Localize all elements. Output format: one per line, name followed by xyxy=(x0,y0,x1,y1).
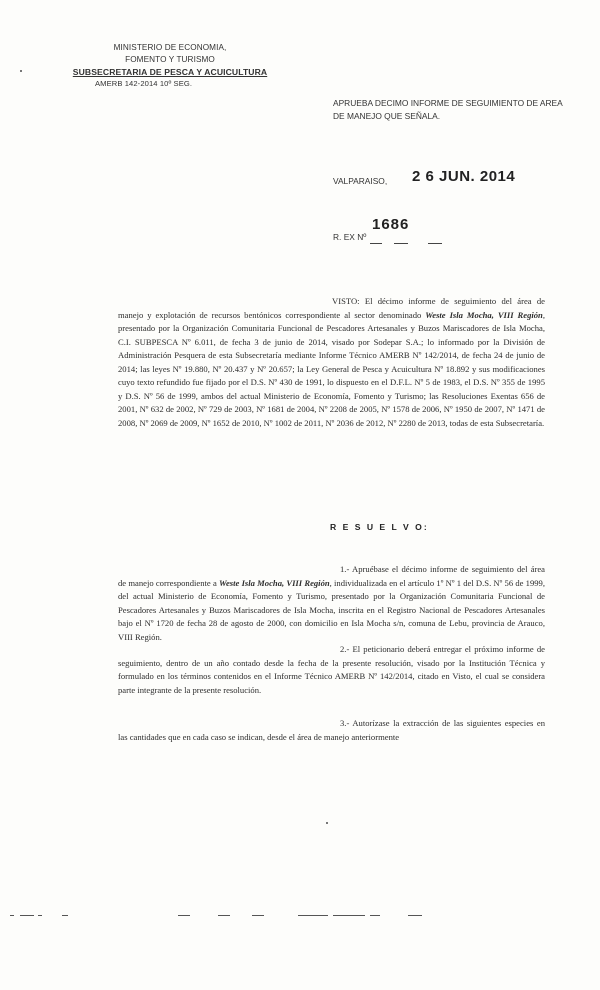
footer-mark xyxy=(298,915,328,916)
footer-mark xyxy=(218,915,230,916)
undersecretary-name: SUBSECRETARIA DE PESCA Y ACUICULTURA xyxy=(72,67,268,77)
footer-mark xyxy=(62,915,68,916)
scan-speck xyxy=(20,70,22,72)
visto-paragraph: VISTO: El décimo informe de seguimiento del área de manejo y explotación de recursos bentónicos correspondiente al sector denominado Weste Isla Mocha, VIII Región, presentado por la Organización Comunitaria Funcional de Pescadores Artesanales y Buzos Mariscadores de Isla Mocha, C.I. SUBPESCA Nº 6.011, de fecha 3 de junio de 2014, visado por Sodepar S.A.; lo informado por la División de Administración Pesquera de esta Subsecretaría mediante Informe Técnico AMERB Nº 142/2014, de fecha 24 de junio de 2014; las leyes Nº 19.880, Nº 20.437 y Nº 20.657; la Ley General de Pesca y Acuicultura Nº 18.892 y sus modificaciones cuyo texto refundido fue fijado por el D.S. Nº 430 de 1991, lo dispuesto en el D.F.L. Nº 5 de 1983, el D.S. Nº 355 de 1995 y D.S. Nº 56 de 1999, ambos del actual Ministerio de Economía, Fomento y Turismo; las Resoluciones Exentas 656 de 2001, Nº 632 de 2002, Nº 729 de 2003, Nº 1681 de 2004, Nº 2208 de 2005, Nº 1578 de 2006, Nº 1950 de 2007, Nº 1471 de 2008, Nº 2069 de 2009, Nº 1652 de 2010, Nº 1002 de 2011, Nº 2036 de 2012, Nº 2280 de 2013, todas de esta Subsecretaría. xyxy=(118,296,545,428)
footer-mark xyxy=(10,915,14,916)
resolution-subject: APRUEBA DECIMO INFORME DE SEGUIMIENTO DE AREA DE MANEJO QUE SEÑALA. xyxy=(333,98,563,121)
ministry-subname: FOMENTO Y TURISMO xyxy=(125,55,215,64)
ministry-name: MINISTERIO DE ECONOMIA, xyxy=(113,43,227,52)
rex-number-stamp: 1686 xyxy=(372,216,410,233)
footer-mark xyxy=(408,915,422,916)
place-label: VALPARAISO, xyxy=(333,176,388,186)
letterhead xyxy=(60,42,280,90)
footer-mark xyxy=(38,915,42,916)
rex-underline xyxy=(394,243,408,244)
resolution-item-1: 1.- Apruébase el décimo informe de seguimiento del área de manejo correspondiente a Weste Isla Mocha, VIII Región, individualizada en el artículo 1º Nº 1 del D.S. Nº 56 de 1999, del actual Ministerio de Economía, Fomento y Turismo, presentado por la Organización Comunitaria Funcional de Pescadores Artesanales y Buzos Mariscadores de Isla Mocha, inscrita en el Registro Nacional de Pescadores Artesanales bajo el Nº 1720 de fecha 28 de agosto de 2000, con domicilio en Isla Mocha s/n, comuna de Lebu, provincia de Arauco, VIII Región. xyxy=(118,564,546,642)
footer-mark xyxy=(20,915,34,916)
resolution-item-2: 2.- El peticionario deberá entregar el próximo informe de seguimiento, dentro de un año contado desde la fecha de la presente resolución, visado por la Institución Técnica y formulado en los términos contenidos en el Informe Técnico AMERB Nº 142/2014, citado en Visto, el cual se considera parte integrante de la presente resolución. xyxy=(118,644,545,695)
footer-mark xyxy=(370,915,380,916)
rex-underline xyxy=(428,243,442,244)
footer-mark xyxy=(178,915,190,916)
rex-label: R. EX Nº xyxy=(333,232,367,242)
scan-speck xyxy=(326,822,328,824)
footer-mark xyxy=(333,915,365,916)
resolution-item-3: 3.- Autorízase la extracción de las siguientes especies en las cantidades que en cada caso se indican, desde el área de manejo anteriormente xyxy=(118,718,545,742)
rex-underline xyxy=(370,243,382,244)
sector-name: Weste Isla Mocha, VIII Región xyxy=(218,577,330,588)
file-reference: AMERB 142-2014 10º SEG. xyxy=(95,79,193,88)
footer-mark xyxy=(252,915,264,916)
resuelvo-heading: R E S U E L V O: xyxy=(330,522,429,532)
date-stamp: 2 6 JUN. 2014 xyxy=(412,168,516,185)
sector-name: Weste Isla Mocha, VIII Región xyxy=(425,309,543,320)
